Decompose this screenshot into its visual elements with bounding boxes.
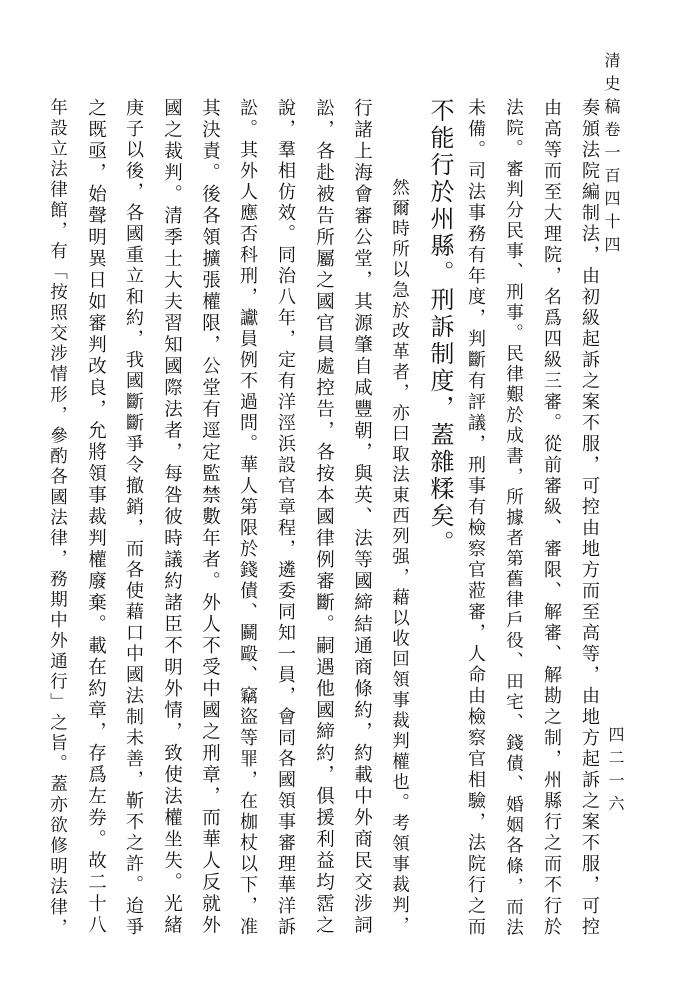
text-column-7: 行諸上海會審公堂，其源肇自咸豐朝，與英、法等國締結通商條約，約載中外商民交涉詞 — [351, 98, 373, 937]
text-column-12: 國之裁判。清季士大夫習知國際法者，每咎彼時議約諸臣不明外情，致使法權坐失。光緒 — [161, 98, 183, 937]
text-column-11: 其決責。後各領擴張權限，公堂有逕定監禁數年者。外人不受中國之刑章，而華人反就外 — [199, 98, 221, 937]
page-number: 四二一六 — [606, 726, 625, 818]
text-column-5: 不能行於州縣。刑訴制度，蓋雜糅矣。 — [426, 98, 454, 557]
text-column-10: 訟。其外人應否科刑，讞員例不過問。華人第限於錢債、鬬毆、竊盜等罪，在枷杖以下，准 — [237, 98, 258, 938]
text-column-4: 未備。司法事務有年度，判斷有評議，刑事有檢察官蒞審，人命由檢察官相驗，法院行之而 — [465, 98, 486, 938]
text-column-14: 之既亟，始聲明異日如審判改良，允將領事裁判權廢棄。載在約章，存爲左券。故二十八 — [85, 98, 107, 937]
text-column-6: 然爾時所以急於改革者，亦曰取法東西列强，藉以收回領事裁判權也。考領事裁判， — [389, 178, 410, 937]
text-column-3: 法院。審判分民事、刑事。民律艱於成書，所據者第舊律戶役、田宅、錢債、婚姻各條，而法 — [503, 98, 524, 939]
text-column-9: 說，羣相仿效。同治八年，定有洋涇浜設官章程，遴委同知一員，會同各國領事審理華洋訴 — [275, 98, 296, 938]
text-column-15: 年設立法律館，有「按照交涉情形，參酌各國法律，務期中外通行」之旨。蓋亦欲修明法律， — [47, 98, 68, 939]
text-column-2: 由高等而至大理院，名爲四級三審。從前審級、審限、解審、解勘之制，州縣行之而不行於 — [541, 98, 562, 938]
text-column-1: 奏頒法院編制法，由初級起訴之案不服，可控由地方而至高等，由地方起訴之案不服，可控 — [579, 98, 600, 938]
text-column-8: 訟，各赴被告所屬之國官員處控告，各按本國律例審斷。嗣遇他國締約，俱援利益均霑之 — [313, 98, 335, 937]
running-title: 清史稿卷一百四十四 — [602, 52, 621, 259]
text-column-13: 庚子以後，各國重立和約，我國斷斷爭令撤銷，而各使藉口中國法制未善，靳不之許。迨爭 — [123, 98, 144, 938]
